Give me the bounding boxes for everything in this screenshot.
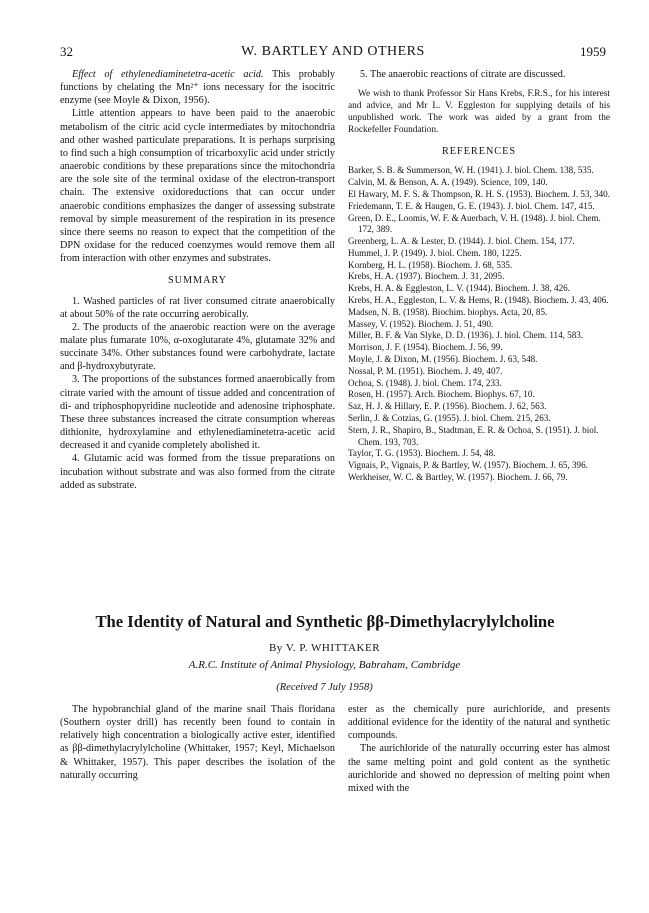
article-paragraph: ester as the chemically pure aurichloride, and presents additional evidence for the identity of the natural and synthetic compounds. — [348, 704, 610, 742]
summary-item: 5. The anaerobic reactions of citrate are discussed. — [360, 69, 566, 80]
article-byline: By V. P. WHITTAKER — [268, 642, 381, 654]
edta-paragraph-text: This probably functions by chelating the Mn²⁺ ions necessary for the isocitric enzyme (see Moyle & Dixon, 1956). — [60, 69, 335, 107]
right-column — [348, 68, 610, 484]
acknowledgement: We wish to thank Professor Sir Hans Krebs, F.R.S., for his interest and advice, and Mr L. V. Eggleston for supplying details of his unpublished work. The work was aided by a grant from the Rockefeller Foundation. — [348, 89, 610, 136]
year: 1959 — [580, 44, 606, 59]
article-title: The Identity of Natural and Synthetic ββ-Dimethylacrylylcholine — [95, 612, 555, 631]
reference-item: Rosen, H. (1957). Arch. Biochem. Biophys. 67, 10. — [348, 389, 535, 400]
article-paragraph: The aurichloride of the naturally occurring ester has almost the same melting point and gold content as the synthetic aurichloride and showed no depression of melting point when mixed with the — [348, 743, 610, 794]
reference-item: Greenberg, L. A. & Lester, D. (1944). J. biol. Chem. 154, 177. — [348, 236, 575, 247]
reference-item: Stern, J. R., Shapiro, B., Stadtman, E. R. & Ochoa, S. (1951). J. biol. Chem. 193, 703. — [348, 424, 599, 447]
reference-item: Krebs, H. A. & Eggleston, L. V. (1944). Biochem. J. 38, 426. — [348, 283, 570, 294]
article-left-column — [60, 703, 335, 782]
reference-item: Hummel, J. P. (1949). J. biol. Chem. 180, 1225. — [348, 247, 522, 258]
reference-item: Massey, V. (1952). Biochem. J. 51, 490. — [348, 318, 494, 329]
reference-item: Kornberg, H. L. (1958). Biochem. J. 68, 535. — [348, 259, 513, 270]
discussion-paragraph: Little attention appears to have been paid to the anaerobic metabolism of the citric acid cycle intermediates by mitochondria and other washed particulate preparations. It is perhaps surprising to find such a high consumption of tricarboxylic acid under strictly anaerobic conditions by these preparations since the mitochondria are the sole site of the terminal oxidase of the electron-transport chain. The extensive oxidoreductions that can occur under anaerobic conditions emphasizes the danger of assessing substrate removal by simple measurement of the respiration in its presence since there seems no reason to expect that the competition of the DPN oxidase for the reduced coenzymes would remove them all from interaction with other enzymes and substrates. — [60, 108, 335, 265]
left-column — [60, 68, 335, 492]
reference-item: Miller, B. F. & Van Slyke, D. D. (1936). J. biol. Chem. 114, 583. — [348, 330, 584, 341]
reference-item: Madsen, N. B. (1958). Biochim. biophys. Acta, 20, 85. — [348, 306, 548, 317]
article-right-column — [348, 703, 610, 795]
reference-item: Moyle, J. & Dixon, M. (1956). Biochem. J. 63, 548. — [348, 354, 538, 365]
reference-item: El Hawary, M. F. S. & Thompson, R. H. S. (1953). Biochem. J. 53, 340. — [348, 188, 610, 199]
page-number: 32 — [60, 44, 73, 59]
summary-heading: SUMMARY — [167, 275, 228, 287]
reference-item: Saz, H. J. & Hillary, E. P. (1956). Biochem. J. 62, 563. — [348, 401, 547, 412]
reference-item: Morrison, J. F. (1954). Biochem. J. 56, 99. — [348, 342, 503, 353]
received-date: (Received 7 July 1958) — [276, 682, 373, 693]
article-affiliation: A.R.C. Institute of Animal Physiology, Babraham, Cambridge — [188, 659, 461, 671]
article-intro-paragraph: The hypobranchial gland of the marine snail Thais floridana (Southern oyster drill) has recently been found to contain in relatively high concentration a biologically active ester, identified as ββ-dimethylacrylylcholine (Whittaker, 1957; Keyl, Michaelson & Whittaker, 1957). This paper describes the isolation of the naturally occurring — [60, 704, 335, 781]
reference-item: Taylor, T. G. (1953). Biochem. J. 54, 48. — [348, 448, 496, 459]
reference-item: Green, D. E., Loomis, W. F. & Auerbach, V. H. (1948). J. biol. Chem. 172, 389. — [348, 212, 601, 235]
reference-item: Calvin, M. & Benson, A. A. (1949). Science, 109, 140. — [348, 177, 548, 188]
reference-item: Werkheiser, W. C. & Bartley, W. (1957). Biochem. J. 66, 79. — [348, 472, 568, 483]
reference-item: Vignais, P., Vignais, P. & Bartley, W. (1957). Biochem. J. 65, 396. — [348, 460, 588, 471]
references-heading: REFERENCES — [442, 146, 516, 158]
reference-item: Krebs, H. A. (1937). Biochem. J. 31, 2095. — [348, 271, 505, 282]
summary-item: 4. Glutamic acid was formed from the tissue preparations on incubation without substrate and was also formed from the citrate added as substrate. — [60, 453, 335, 491]
reference-item: Nossal, P. M. (1951). Biochem. J. 49, 407. — [348, 365, 503, 376]
summary-item: 2. The products of the anaerobic reaction were on the average malate plus fumarate 10%, α-oxoglutarate 4%, glutamate 32% and succinate 34%. Other substances found were carbohydrate, lactate and β-hydroxybutyrate. — [60, 321, 335, 373]
reference-item: Ochoa, S. (1948). J. biol. Chem. 174, 233. — [348, 377, 502, 388]
references-list — [348, 165, 610, 484]
edta-paragraph-title: Effect of ethylenediaminetetra-acetic acid. — [72, 69, 264, 80]
reference-item: Barker, S. B. & Summerson, W. H. (1941). J. biol. Chem. 138, 535. — [348, 165, 594, 176]
summary-item: 3. The proportions of the substances formed anaerobically from citrate varied with the amount of tissue added and concentration of di- and triphosphopyridine nucleotide and adenosine triphosphate. These three substances increased the citrate consumption whereas dithionite, hydroxylamine and ethylenediaminetetra-acetic acid decreased it and cyanide completely abolished it. — [60, 374, 335, 452]
reference-item: Krebs, H. A., Eggleston, L. V. & Hems, R. (1948). Biochem. J. 43, 406. — [348, 295, 609, 306]
edta-paragraph — [60, 68, 335, 107]
reference-item: Serlin, J. & Cotzias, G. (1955). J. biol. Chem. 215, 263. — [348, 413, 551, 424]
running-title: W. BARTLEY AND OTHERS — [241, 44, 425, 59]
summary-item: 1. Washed particles of rat liver consumed citrate anaerobically at about 50% of the rate occurring aerobically. — [60, 295, 335, 320]
reference-item: Friedemann, T. E. & Haugen, G. E. (1943). J. biol. Chem. 147, 415. — [348, 200, 595, 211]
page-header — [60, 44, 606, 60]
